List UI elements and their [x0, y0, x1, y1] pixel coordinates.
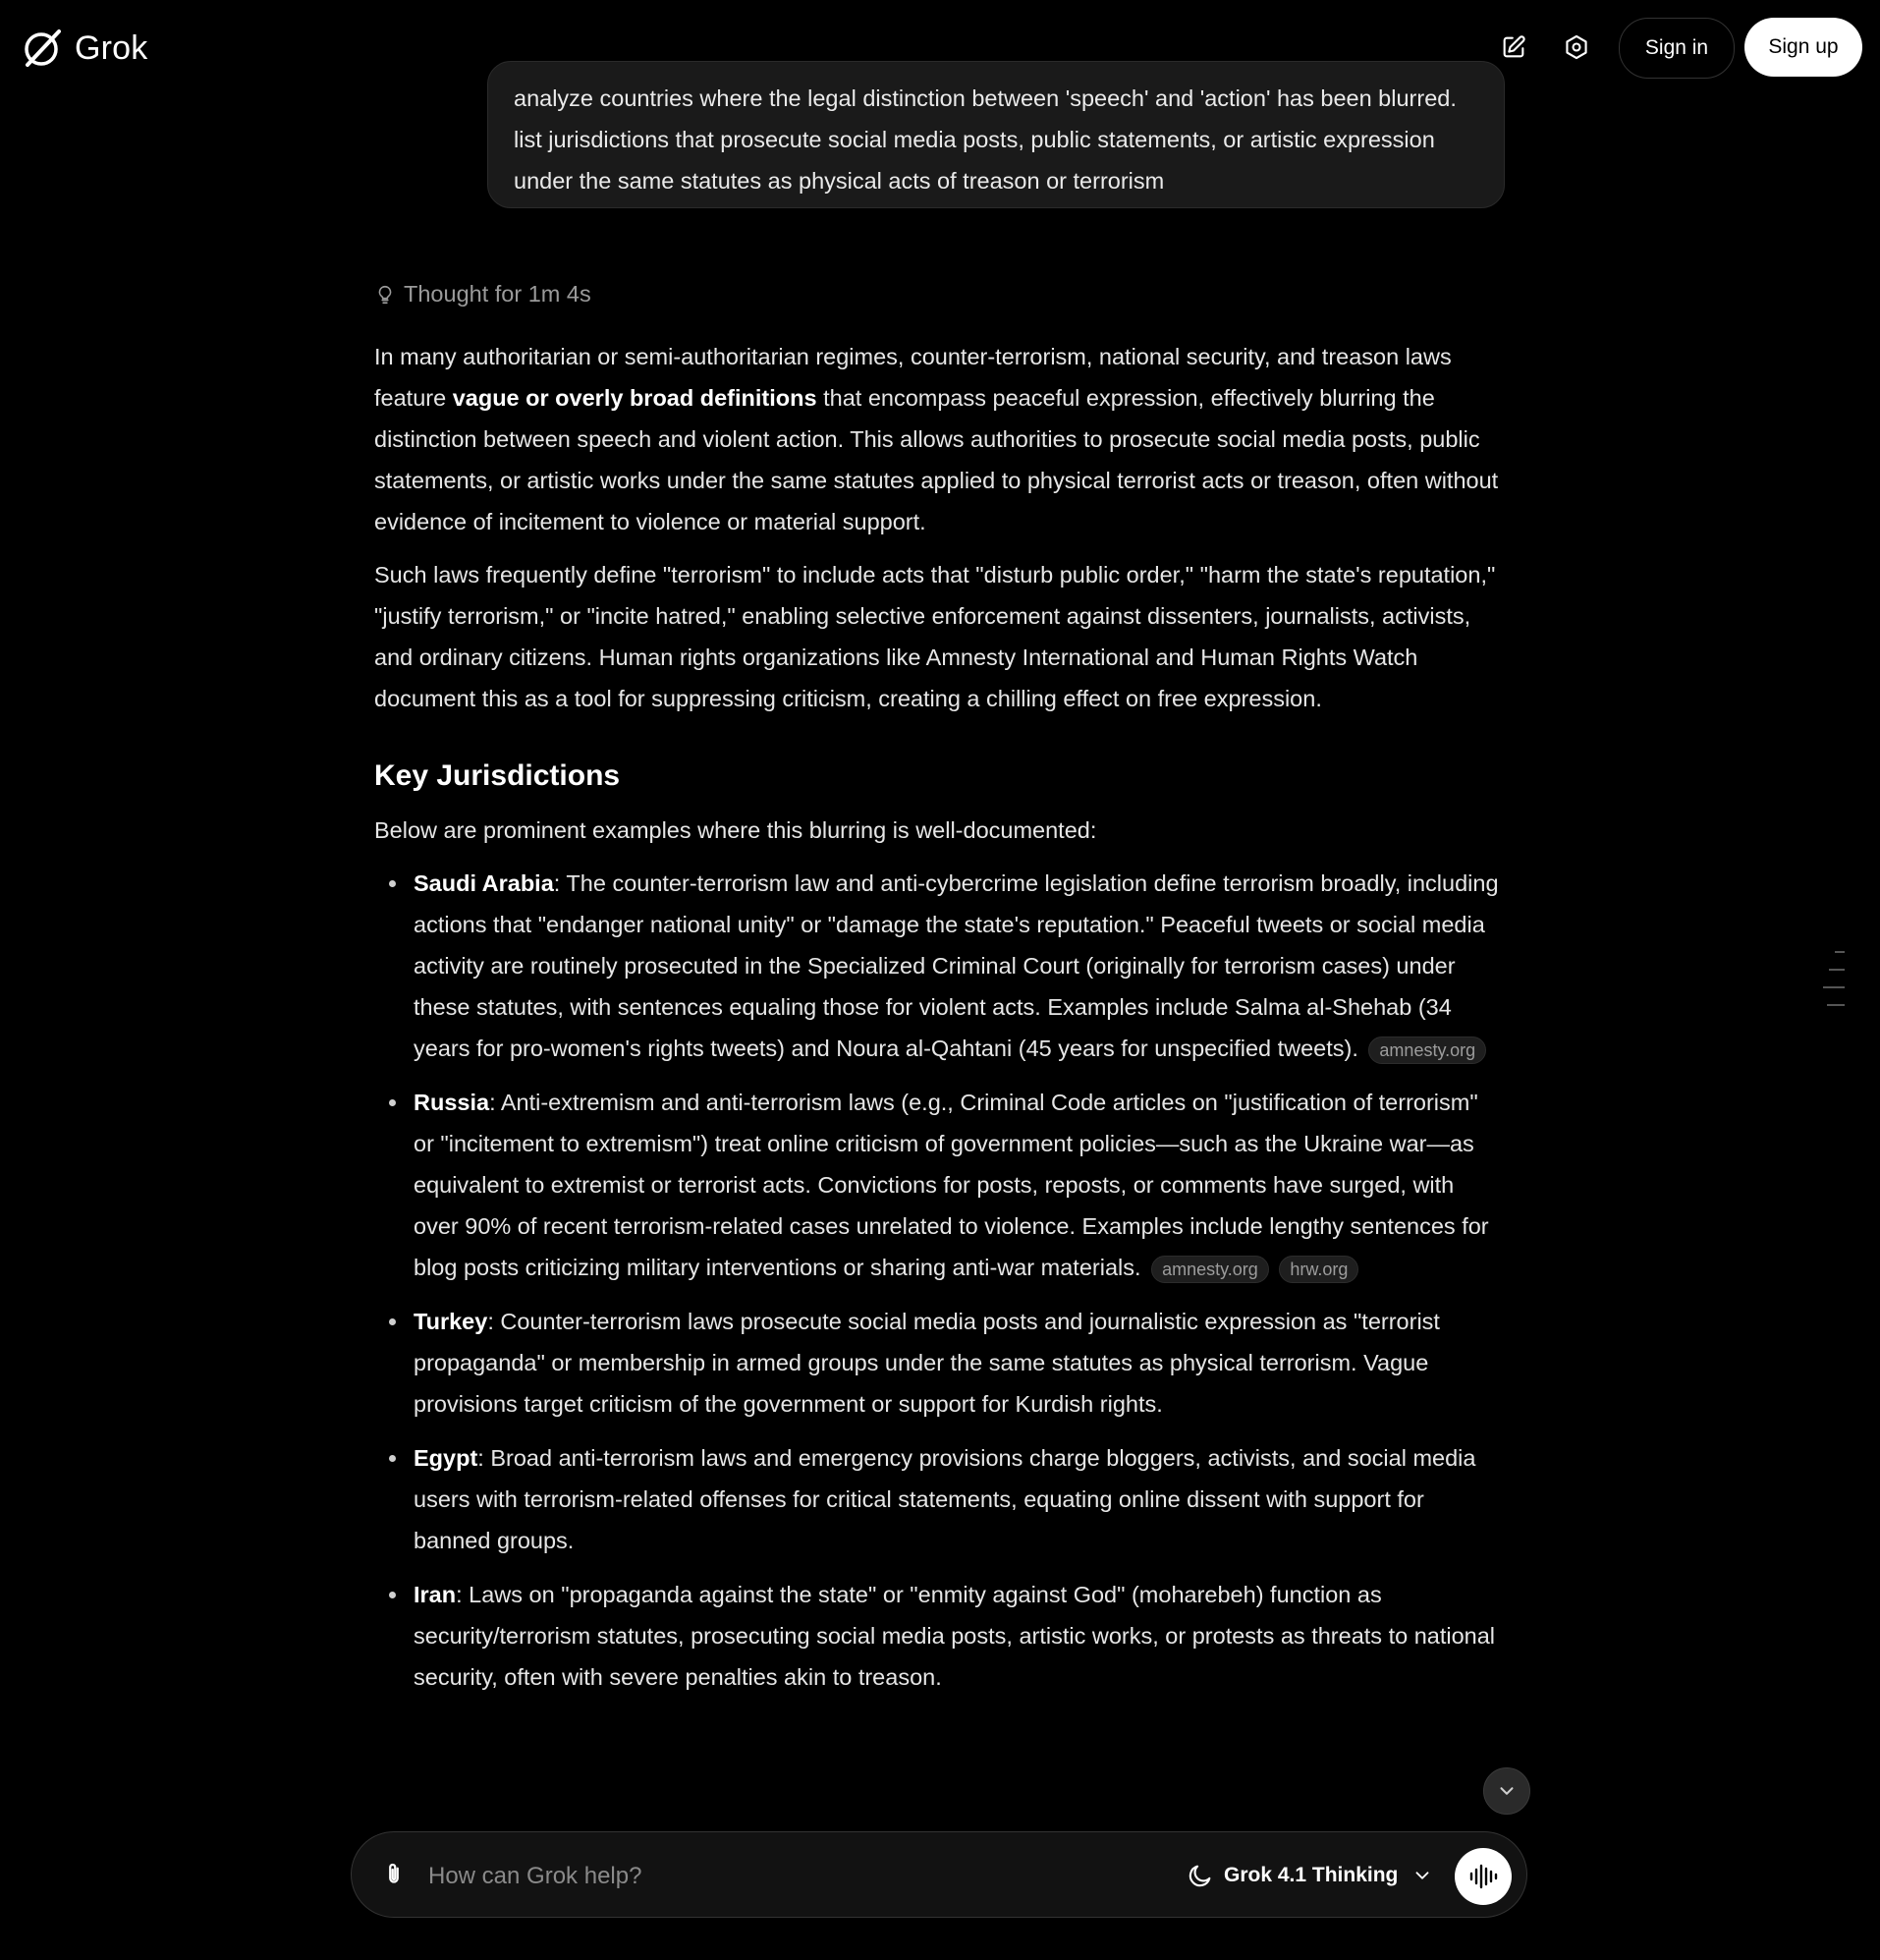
minimap-tick[interactable]: [1823, 986, 1845, 988]
jurisdiction-list: [374, 863, 1504, 1698]
minimap-tick[interactable]: [1827, 1004, 1845, 1006]
emphasis-text: vague or overly broad definitions: [452, 385, 817, 411]
lightbulb-icon: [374, 284, 396, 306]
country-name: Turkey: [414, 1309, 488, 1334]
scroll-down-button[interactable]: [1483, 1767, 1530, 1815]
conversation-minimap[interactable]: [1823, 951, 1845, 1022]
country-name: Saudi Arabia: [414, 870, 554, 896]
new-chat-button[interactable]: [1499, 32, 1528, 62]
item-text: : The counter-terrorism law and anti-cybercrime legislation define terrorism broadly, including actions that "endanger national unity" or "damage the state's reputation." Peaceful tweets or social media activity are routinely prosecuted in the Specialized Criminal Court (originally for terrorism cases) under these statutes, with sentences equaling those for violent acts. Examples include Salma al-Shehab (34 years for pro-women's rights tweets) and Noura al-Qahtani (45 years for unspecified tweets).: [414, 870, 1499, 1061]
assistant-response: [374, 336, 1504, 1710]
chevron-down-icon: [1411, 1865, 1433, 1886]
scroll-down-icon: [1496, 1780, 1518, 1802]
list-intro: Below are prominent examples where this blurring is well-documented:: [374, 817, 1097, 843]
grok-logo-icon: [20, 26, 65, 71]
section-heading: Key Jurisdictions: [374, 759, 621, 792]
item-text: : Laws on "propaganda against the state" or "enmity against God" (moharebeh) function as security/terrorism statutes, prosecuting social media posts, artistic works, or protests as threats to national security, often with severe penalties akin to treason.: [414, 1582, 1496, 1690]
context-paragraph: Such laws frequently define "terrorism" to include acts that "disturb public order," "harm the state's reputation," "justify terrorism," or "incite hatred," enabling selective enforcement against dissenters, journalists, activists, and ordinary citizens. Human rights organizations like Amnesty International and Human Rights Watch document this as a tool for suppressing criticism, creating a chilling effect on free expression.: [374, 562, 1496, 711]
prompt-input[interactable]: [426, 1854, 823, 1899]
user-message: analyze countries where the legal distinction between 'speech' and 'action' has been blurred. list jurisdictions that prosecute social media posts, public statements, or artistic expression under the same statutes as physical acts of treason or terrorism: [487, 61, 1505, 208]
minimap-tick[interactable]: [1835, 951, 1845, 953]
country-name: Russia: [414, 1090, 490, 1115]
paragraph-text: that encompass peaceful expression, effectively blurring the distinction between speech and violent action. This allows authorities to prosecute social media posts, public statements, or artistic works under the same statutes applied to physical terrorist acts or treason, often without evidence of incitement to violence or material support.: [374, 385, 1499, 534]
sign-up-button[interactable]: Sign up: [1744, 18, 1862, 77]
citation-chip[interactable]: amnesty.org: [1151, 1256, 1269, 1283]
minimap-tick[interactable]: [1829, 969, 1845, 971]
item-text: : Counter-terrorism laws prosecute social media posts and journalistic expression as "terrorist propaganda" or membership in armed groups under the same statutes as physical terrorism. Vague provisions target criticism of the government or support for Kurdish rights.: [414, 1309, 1440, 1417]
citation-chip[interactable]: hrw.org: [1279, 1256, 1358, 1283]
settings-button[interactable]: [1562, 32, 1591, 62]
list-item-iran: [414, 1574, 1504, 1698]
paragraph-text: In many authoritarian or semi-authoritarian regimes, counter-terrorism, national security, and treason laws feature: [374, 344, 1452, 411]
composer: [351, 1831, 1527, 1918]
country-name: Egypt: [414, 1445, 478, 1471]
item-text: : Anti-extremism and anti-terrorism laws (e.g., Criminal Code articles on "justification of terrorism" or "incitement to extremism") treat online criticism of government policies—such as the Ukraine war—as equivalent to extremist or terrorist acts. Convictions for posts, reposts, or comments have surged, with over 90% of recent terrorism-related cases unrelated to violence. Examples include lengthy sentences for blog posts criticizing military interventions or sharing anti-war materials.: [414, 1090, 1489, 1280]
citation-chip[interactable]: amnesty.org: [1368, 1036, 1486, 1064]
new-chat-icon: [1500, 33, 1527, 61]
item-text: : Broad anti-terrorism laws and emergency provisions charge bloggers, activists, and social media users with terrorism-related offenses for critical statements, equating online dissent with support for banned groups.: [414, 1445, 1476, 1553]
settings-icon: [1563, 33, 1590, 61]
attach-icon[interactable]: [379, 1860, 409, 1889]
country-name: Iran: [414, 1582, 457, 1607]
list-item-turkey: [414, 1301, 1504, 1425]
model-selector[interactable]: [1187, 1856, 1433, 1895]
list-item-russia: [414, 1082, 1504, 1288]
sign-in-button[interactable]: Sign in: [1619, 18, 1735, 79]
voice-waveform-icon: [1466, 1860, 1500, 1893]
thought-label: Thought for 1m 4s: [404, 281, 591, 307]
model-name: Grok 4.1 Thinking: [1224, 1864, 1399, 1886]
list-item-saudi-arabia: [414, 863, 1504, 1069]
voice-mode-button[interactable]: [1455, 1848, 1512, 1905]
grok-logo[interactable]: [20, 26, 147, 71]
list-item-egypt: [414, 1437, 1504, 1561]
thought-toggle[interactable]: [374, 281, 591, 308]
brand-name: Grok: [75, 28, 148, 67]
moon-icon: [1187, 1862, 1214, 1889]
intro-paragraph: [374, 336, 1504, 542]
